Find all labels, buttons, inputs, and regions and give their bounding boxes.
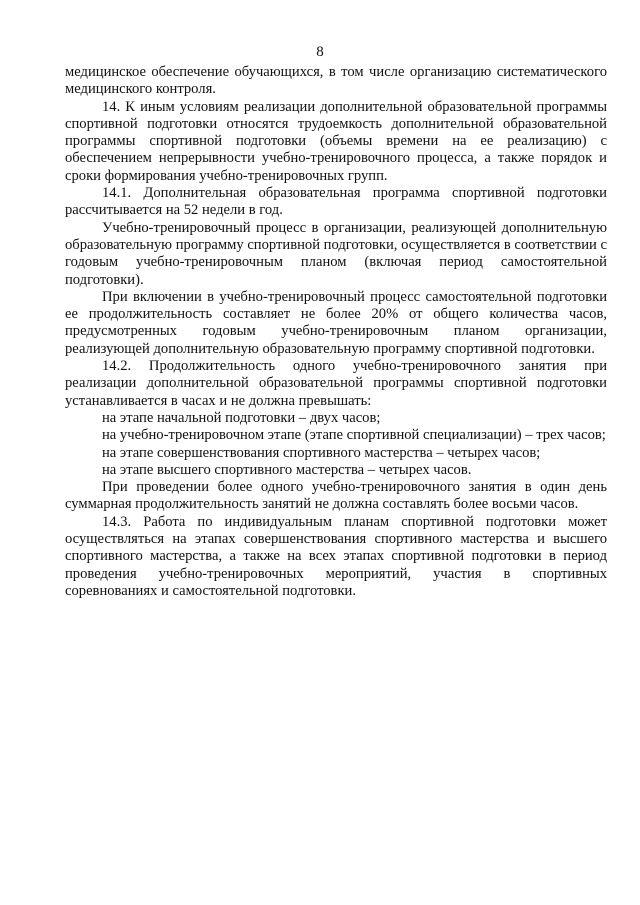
paragraph-training-process: Учебно-тренировочный процесс в организации, реализующей дополнительную образовательную программу спортивной подготовки, осуществляется в соответствии с годовым учебно-тренировочным планом (включая период самостоятельной подготовки). [65, 219, 607, 288]
paragraph-daily-limit: При проведении более одного учебно-тренировочного занятия в один день суммарная продолжительность занятий не должна составлять более восьми часов. [65, 479, 607, 513]
paragraph-14-2: 14.2. Продолжительность одного учебно-тренировочного занятия при реализации дополнительной образовательной программы спортивной подготовки устанавливается в часах и не должна превышать: [65, 358, 607, 409]
paragraph-14-3: 14.3. Работа по индивидуальным планам спортивной подготовки может осуществляться на этапах совершенствования спортивного мастерства и высшего спортивного мастерства, а также на всех этапах спортивной подготовки в период проведения учебно-тренировочных мероприятий, участия в спортивных соревнованиях и самостоятельной подготовки. [65, 513, 607, 599]
list-item-initial-stage: на этапе начальной подготовки – двух часов; [102, 409, 381, 426]
paragraph-self-training: При включении в учебно-тренировочный процесс самостоятельной подготовки ее продолжительность составляет не более 20% от общего количества часов, предусмотренных годовым учебно-тренировочным планом организации, реализующей дополнительную образовательную программу спортивной подготовки. [65, 288, 607, 357]
list-item-improvement-stage: на этапе совершенствования спортивного мастерства – четырех часов; [102, 444, 541, 461]
paragraph-medical-support: медицинское обеспечение обучающихся, в том числе организацию систематического медицинского контроля. [65, 64, 607, 98]
document-body [65, 64, 607, 600]
list-item-highest-stage: на этапе высшего спортивного мастерства – четырех часов. [102, 461, 472, 478]
page-number: 8 [316, 44, 324, 60]
list-item-training-stage: на учебно-тренировочном этапе (этапе спортивной специализации) – трех часов; [102, 427, 606, 444]
paragraph-14: 14. К иным условиям реализации дополнительной образовательной программы спортивной подготовки относятся трудоемкость дополнительной образовательной программы спортивной подготовки (объемы времени на ее реализацию) с обеспечением непрерывности учебно-тренировочного процесса, а также порядок и сроки формирования учебно-тренировочных групп. [65, 98, 607, 184]
paragraph-14-1: 14.1. Дополнительная образовательная программа спортивной подготовки рассчитывается на 52 недели в год. [65, 185, 607, 219]
